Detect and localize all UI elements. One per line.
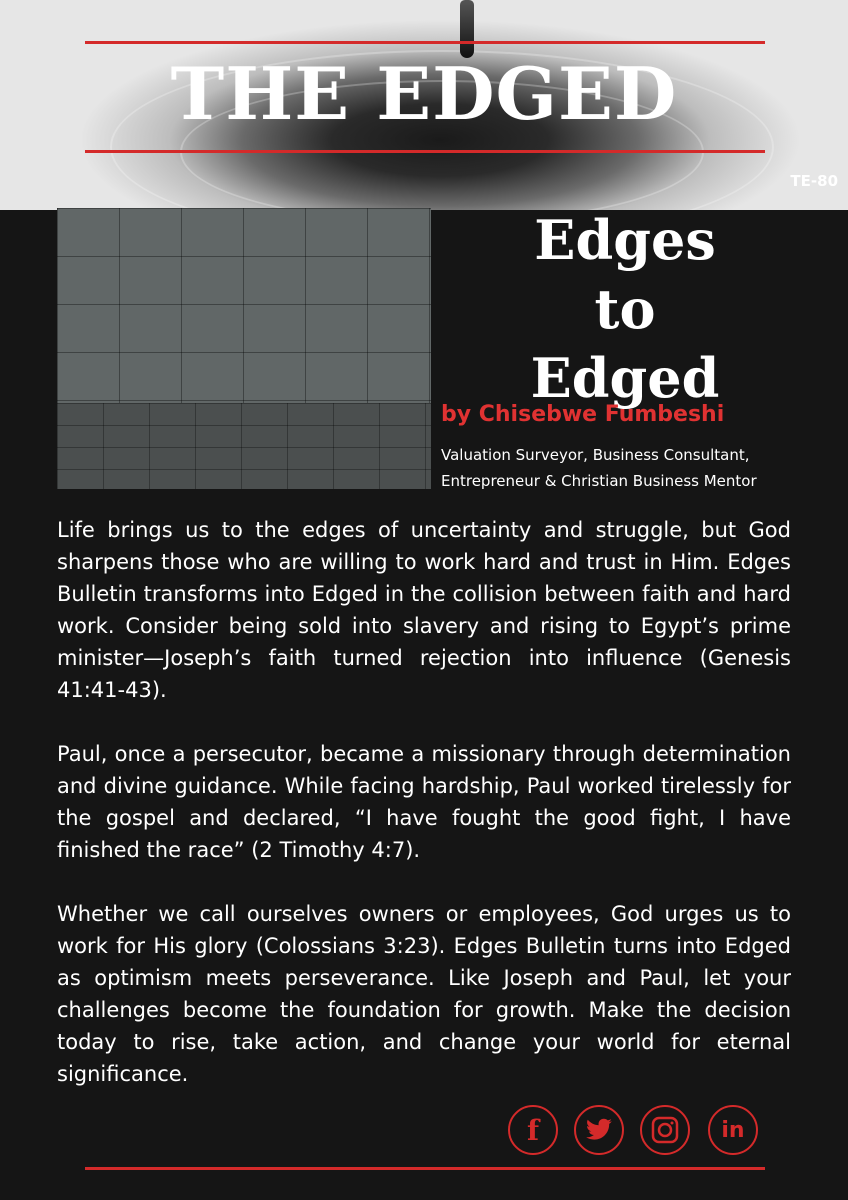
linkedin-icon[interactable] (708, 1105, 758, 1155)
paragraph: Life brings us to the edges of uncertainty and struggle, but God sharpens those who are willing to work hard and trust in Him. Edges Bulletin transforms into Edged in the collision between faith and hard work. Consider being sold into slavery and rising to Egypt’s prime minister—Joseph’s faith turned rejection into influence (Genesis 41:41-43). (57, 518, 791, 702)
paragraph: Whether we call ourselves owners or employees, God urges us to work for His glory (Colossians 3:23). Edges Bulletin turns into Edged as optimism meets perseverance. Like Joseph and Paul, let your challenges become the foundation for growth. Make the decision today to rise, take action, and change your world for eternal significance. (57, 902, 791, 1086)
heading-line: Edges (534, 208, 716, 272)
article-heading (455, 206, 795, 413)
instagram-icon[interactable] (640, 1105, 690, 1155)
concrete-wall (57, 208, 431, 403)
article-body (57, 514, 791, 1122)
author-role (441, 442, 821, 494)
facebook-label: f (526, 1113, 540, 1147)
title-rule (85, 150, 765, 153)
author-byline: by Chisebwe Fumbeshi (441, 402, 725, 427)
heading-line: Edged (530, 346, 720, 410)
page-title: THE EDGED (170, 51, 678, 136)
header-banner (0, 0, 848, 210)
concrete-floor (57, 403, 431, 489)
bottom-rule (85, 1167, 765, 1170)
facebook-icon[interactable] (508, 1105, 558, 1155)
concrete-room-photo (57, 208, 431, 489)
issue-code: TE-80 (790, 172, 838, 190)
twitter-bird-icon (585, 1118, 613, 1142)
twitter-icon[interactable] (574, 1105, 624, 1155)
instagram-glyph-icon (650, 1115, 680, 1145)
role-line: Valuation Surveyor, Business Consultant, (441, 446, 750, 464)
water-drop-icon (460, 0, 474, 58)
linkedin-label: in (721, 1117, 745, 1143)
paragraph: Paul, once a persecutor, became a missionary through determination and divine guidance. While facing hardship, Paul worked tirelessly for the gospel and declared, “I have fought the good fight, I have finished the race” (2 Timothy 4:7). (57, 742, 791, 862)
heading-line: to (594, 277, 656, 341)
top-rule (85, 41, 765, 44)
role-line: Entrepreneur & Christian Business Mentor (441, 472, 757, 490)
